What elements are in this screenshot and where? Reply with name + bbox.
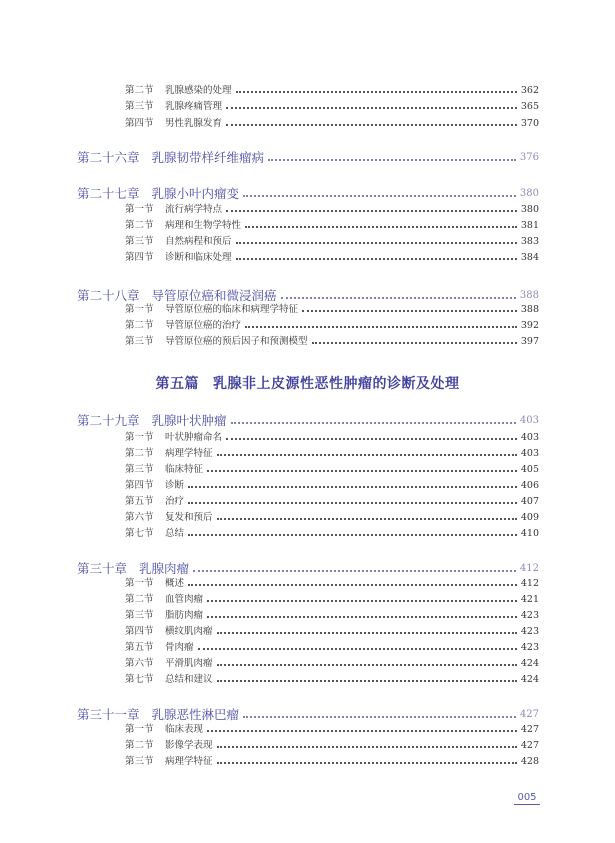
dot-leader bbox=[312, 342, 517, 344]
section-label: 第四节 bbox=[125, 626, 154, 637]
dot-leader bbox=[217, 518, 517, 520]
page-ref: 380 bbox=[520, 204, 539, 215]
dot-leader bbox=[226, 124, 517, 126]
section-label: 第二节 bbox=[125, 85, 154, 96]
section-label: 第四节 bbox=[125, 252, 154, 263]
toc-section-row[interactable] bbox=[125, 724, 539, 736]
section-label: 第一节 bbox=[125, 204, 154, 215]
section-label: 第七节 bbox=[125, 528, 154, 539]
page-ref: 380 bbox=[519, 188, 539, 199]
toc-section-row[interactable] bbox=[125, 610, 539, 622]
toc-section-row[interactable] bbox=[125, 756, 539, 768]
dot-leader bbox=[207, 600, 517, 602]
toc-chapter-row[interactable] bbox=[77, 186, 539, 202]
toc-section-row[interactable] bbox=[125, 642, 539, 654]
section-title: 导管原位癌的临床和病理学特征 bbox=[165, 304, 299, 315]
dot-leader bbox=[236, 242, 517, 244]
dot-leader bbox=[226, 438, 517, 440]
toc-section-row[interactable] bbox=[125, 658, 539, 670]
page-ref: 403 bbox=[519, 415, 539, 426]
section-title: 病理学特征 bbox=[165, 448, 213, 459]
section-label: 第一节 bbox=[125, 304, 154, 315]
dot-leader bbox=[302, 310, 517, 312]
section-label: 第六节 bbox=[125, 512, 154, 523]
page-ref: 427 bbox=[519, 709, 539, 720]
page-ref: 392 bbox=[520, 320, 539, 331]
section-label: 第一节 bbox=[125, 432, 154, 443]
section-title: 血管肉瘤 bbox=[165, 594, 204, 605]
section-label: 第二节 bbox=[125, 740, 154, 751]
toc-section-row[interactable] bbox=[125, 320, 539, 332]
page-ref: 423 bbox=[520, 642, 539, 653]
section-title: 临床表现 bbox=[165, 724, 204, 735]
toc-section-row[interactable] bbox=[125, 204, 539, 216]
page-ref: 409 bbox=[520, 512, 539, 523]
section-label: 第二节 bbox=[125, 220, 154, 231]
page-ref: 423 bbox=[520, 610, 539, 621]
section-label: 第三节 bbox=[125, 336, 154, 347]
toc-section-row[interactable] bbox=[125, 464, 539, 476]
page-ref: 427 bbox=[520, 724, 539, 735]
part-heading bbox=[0, 373, 615, 393]
page-ref: 403 bbox=[520, 432, 539, 443]
dot-leader bbox=[207, 616, 517, 618]
toc-section-row[interactable] bbox=[125, 480, 539, 492]
toc-section-row[interactable] bbox=[125, 594, 539, 606]
dot-leader bbox=[226, 107, 517, 109]
page-ref: 383 bbox=[520, 236, 539, 247]
section-label: 第三节 bbox=[125, 101, 154, 112]
section-title: 病理学特征 bbox=[165, 756, 213, 767]
page-ref: 412 bbox=[519, 563, 539, 574]
section-title: 流行病学特点 bbox=[165, 204, 223, 215]
section-title: 临床特征 bbox=[165, 464, 204, 475]
dot-leader bbox=[198, 648, 517, 650]
page-ref: 362 bbox=[520, 85, 539, 96]
toc-chapter-row[interactable] bbox=[77, 561, 539, 577]
chapter-label: 第三十一章 bbox=[77, 707, 140, 722]
section-label: 第三节 bbox=[125, 756, 154, 767]
page-ref: 381 bbox=[520, 220, 539, 231]
page-ref: 388 bbox=[520, 304, 539, 315]
dot-leader bbox=[236, 258, 517, 260]
dot-leader bbox=[188, 534, 517, 536]
chapter-label: 第二十六章 bbox=[77, 150, 140, 165]
page-ref: 376 bbox=[519, 152, 539, 163]
page-ref: 365 bbox=[520, 101, 539, 112]
section-title: 导管原位癌的治疗 bbox=[165, 320, 242, 331]
section-label: 第一节 bbox=[125, 724, 154, 735]
toc-section-row[interactable] bbox=[125, 101, 539, 113]
section-label: 第四节 bbox=[125, 480, 154, 491]
page-ref: 370 bbox=[520, 118, 539, 129]
section-label: 第五节 bbox=[125, 642, 154, 653]
dot-leader bbox=[268, 159, 516, 161]
page-ref: 403 bbox=[520, 448, 539, 459]
section-label: 第七节 bbox=[125, 674, 154, 685]
toc-section-row[interactable] bbox=[125, 740, 539, 752]
section-title: 横纹肌肉瘤 bbox=[165, 626, 213, 637]
section-title: 诊断 bbox=[165, 480, 185, 491]
section-title: 自然病程和预后 bbox=[165, 236, 232, 247]
section-title: 概述 bbox=[165, 578, 185, 589]
section-label: 第二节 bbox=[125, 448, 154, 459]
chapter-label: 第三十章 bbox=[77, 561, 128, 576]
section-label: 第六节 bbox=[125, 658, 154, 669]
dot-leader bbox=[245, 226, 517, 228]
page-ref: 405 bbox=[520, 464, 539, 475]
toc-section-row[interactable] bbox=[125, 85, 539, 97]
page-number: 005 bbox=[514, 792, 540, 805]
dot-leader bbox=[188, 502, 517, 504]
toc-chapter-row[interactable] bbox=[77, 413, 539, 429]
section-label: 第四节 bbox=[125, 118, 154, 129]
toc-section-row[interactable] bbox=[125, 336, 539, 348]
dot-leader bbox=[207, 470, 517, 472]
dot-leader bbox=[207, 730, 517, 732]
section-title: 平滑肌肉瘤 bbox=[165, 658, 213, 669]
dot-leader bbox=[217, 664, 517, 666]
dot-leader bbox=[217, 454, 517, 456]
page-ref: 410 bbox=[520, 528, 539, 539]
section-title: 病理和生物学特性 bbox=[165, 220, 242, 231]
dot-leader bbox=[281, 297, 516, 299]
toc-chapter-row[interactable] bbox=[77, 707, 539, 723]
dot-leader bbox=[245, 326, 517, 328]
section-label: 第一节 bbox=[125, 578, 154, 589]
chapter-title: 乳腺小叶内瘤变 bbox=[151, 186, 240, 201]
toc-section-row[interactable] bbox=[125, 252, 539, 264]
page-ref: 388 bbox=[519, 290, 539, 301]
page-ref: 412 bbox=[520, 578, 539, 589]
toc-section-row[interactable] bbox=[125, 448, 539, 460]
section-label: 第三节 bbox=[125, 610, 154, 621]
dot-leader bbox=[231, 422, 516, 424]
toc-section-row[interactable] bbox=[125, 432, 539, 444]
page-ref: 397 bbox=[520, 336, 539, 347]
page-ref: 424 bbox=[520, 674, 539, 685]
dot-leader bbox=[217, 762, 517, 764]
chapter-title: 导管原位癌和微浸润癌 bbox=[151, 288, 277, 303]
dot-leader bbox=[193, 570, 516, 572]
section-title: 影像学表现 bbox=[165, 740, 213, 751]
dot-leader bbox=[188, 486, 517, 488]
section-title: 男性乳腺发育 bbox=[165, 118, 223, 129]
dot-leader bbox=[188, 584, 517, 586]
section-title: 导管原位癌的预后因子和预测模型 bbox=[165, 336, 308, 347]
part-title: 乳腺非上皮源性恶性肿瘤的诊断及处理 bbox=[213, 376, 460, 392]
toc-section-row[interactable] bbox=[125, 496, 539, 508]
page-ref: 427 bbox=[520, 740, 539, 751]
chapter-title: 乳腺叶状肿瘤 bbox=[151, 413, 227, 428]
section-label: 第三节 bbox=[125, 236, 154, 247]
toc-section-row[interactable] bbox=[125, 118, 539, 130]
section-label: 第二节 bbox=[125, 320, 154, 331]
section-title: 复发和预后 bbox=[165, 512, 213, 523]
chapter-title: 乳腺恶性淋巴瘤 bbox=[151, 707, 240, 722]
section-title: 总结和建议 bbox=[165, 674, 213, 685]
chapter-label: 第二十八章 bbox=[77, 288, 140, 303]
dot-leader bbox=[217, 680, 517, 682]
toc-section-row[interactable] bbox=[125, 626, 539, 638]
dot-leader bbox=[243, 195, 516, 197]
chapter-title: 乳腺韧带样纤维瘤病 bbox=[151, 150, 265, 165]
section-title: 治疗 bbox=[165, 496, 185, 507]
chapter-label: 第二十七章 bbox=[77, 186, 140, 201]
section-title: 骨肉瘤 bbox=[165, 642, 194, 653]
page-ref: 406 bbox=[520, 480, 539, 491]
dot-leader bbox=[243, 716, 516, 718]
chapter-title: 乳腺肉瘤 bbox=[139, 561, 190, 576]
page-ref: 384 bbox=[520, 252, 539, 263]
toc-section-row[interactable] bbox=[125, 512, 539, 524]
toc-section-row[interactable] bbox=[125, 304, 539, 316]
toc-chapter-row[interactable] bbox=[77, 150, 539, 166]
section-title: 脂肪肉瘤 bbox=[165, 610, 204, 621]
section-title: 乳腺感染的处理 bbox=[165, 85, 232, 96]
section-title: 叶状肿瘤命名 bbox=[165, 432, 223, 443]
page-ref: 423 bbox=[520, 626, 539, 637]
toc-chapter-row[interactable] bbox=[77, 288, 539, 304]
section-label: 第二节 bbox=[125, 594, 154, 605]
toc-section-row[interactable] bbox=[125, 220, 539, 232]
section-title: 总结 bbox=[165, 528, 185, 539]
section-title: 乳腺疼痛管理 bbox=[165, 101, 223, 112]
toc-section-row[interactable] bbox=[125, 674, 539, 686]
section-title: 诊断和临床处理 bbox=[165, 252, 232, 263]
page-ref: 407 bbox=[520, 496, 539, 507]
toc-section-row[interactable] bbox=[125, 528, 539, 540]
chapter-label: 第二十九章 bbox=[77, 413, 140, 428]
dot-leader bbox=[236, 91, 517, 93]
page-ref: 421 bbox=[520, 594, 539, 605]
page-ref: 424 bbox=[520, 658, 539, 669]
toc-section-row[interactable] bbox=[125, 578, 539, 590]
dot-leader bbox=[226, 210, 517, 212]
toc-section-row[interactable] bbox=[125, 236, 539, 248]
dot-leader bbox=[217, 746, 517, 748]
section-label: 第三节 bbox=[125, 464, 154, 475]
page-ref: 428 bbox=[520, 756, 539, 767]
section-label: 第五节 bbox=[125, 496, 154, 507]
dot-leader bbox=[217, 632, 517, 634]
part-label: 第五篇 bbox=[155, 376, 199, 392]
